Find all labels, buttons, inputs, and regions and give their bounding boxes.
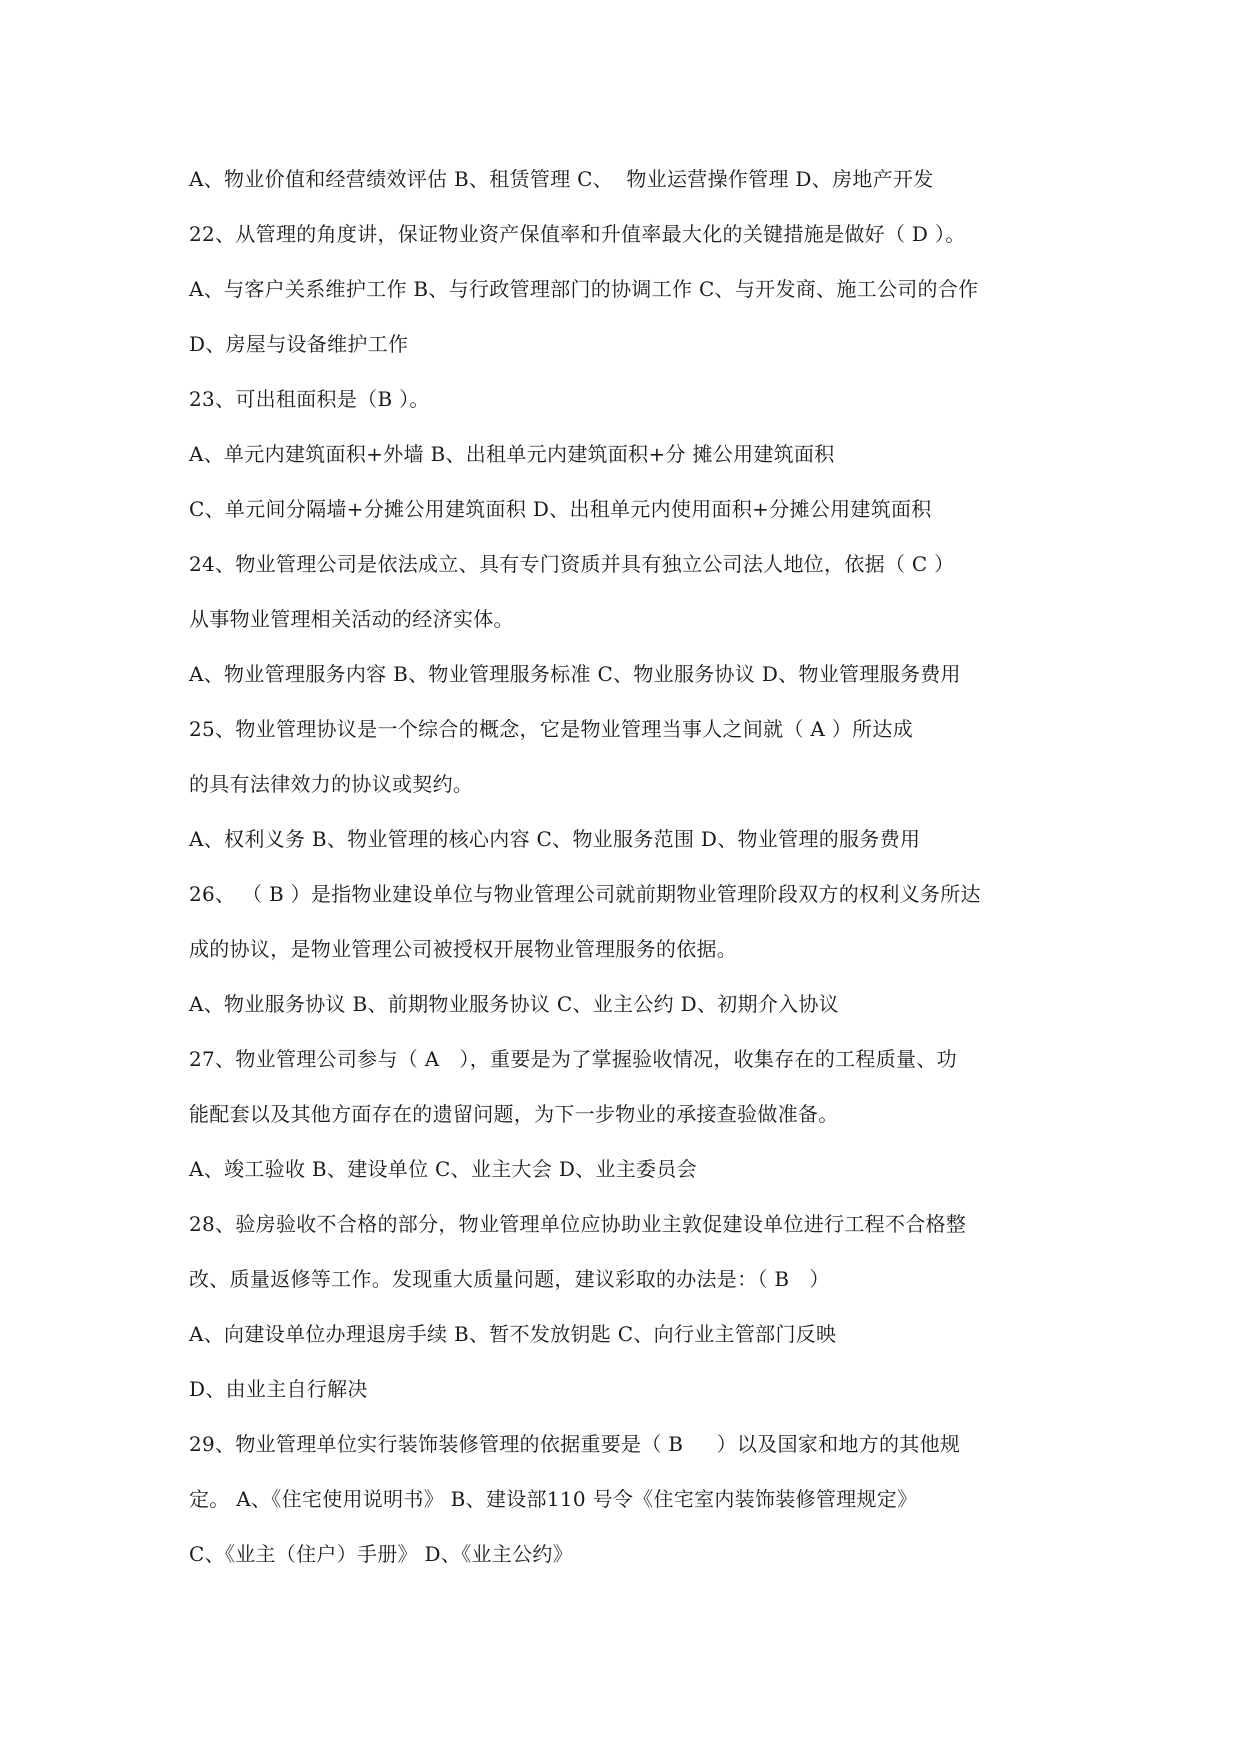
- question-26-cont: 成的协议，是物业管理公司被授权开展物业管理服务的依据。: [189, 937, 738, 961]
- answer-options-21: A、物业价值和经营绩效评估 B、租赁管理 C、 物业运营操作管理 D、房地产开发: [189, 167, 934, 191]
- question-27: 27、物业管理公司参与（ A ），重要是为了掌握验收情况，收集存在的工程质量、功: [189, 1047, 957, 1071]
- answer-options-22: A、与客户关系维护工作 B、与行政管理部门的协调工作 C、与开发商、施工公司的合作: [189, 277, 979, 301]
- question-28-cont: 改、质量返修等工作。发现重大质量问题，建议彩取的办法是：（ B ）: [189, 1267, 830, 1291]
- question-29-cont: 定。 A、《住宅使用说明书》 B、建设部110 号令《住宅室内装饰装修管理规定》: [189, 1487, 918, 1511]
- answer-options-28: A、向建设单位办理退房手续 B、暂不发放钥匙 C、向行业主管部门反映: [189, 1322, 837, 1346]
- question-27-cont: 能配套以及其他方面存在的遗留问题，为下一步物业的承接查验做准备。: [189, 1102, 839, 1126]
- question-24-cont: 从事物业管理相关活动的经济实体。: [189, 607, 514, 631]
- question-28: 28、验房验收不合格的部分，物业管理单位应协助业主敦促建设单位进行工程不合格整: [189, 1212, 967, 1236]
- question-25-cont: 的具有法律效力的协议或契约。: [189, 772, 474, 796]
- answer-options-29: C、《业主（住户）手册》 D、《业主公约》: [189, 1542, 573, 1566]
- question-26: 26、 （ B ）是指物业建设单位与物业管理公司就前期物业管理阶段双方的权利义务所达: [189, 882, 981, 906]
- answer-options-23-cont: C、单元间分隔墙+分摊公用建筑面积 D、出租单元内使用面积+分摊公用建筑面积: [189, 497, 932, 521]
- answer-options-22-cont: D、房屋与设备维护工作: [189, 332, 409, 356]
- question-22: 22、从管理的角度讲，保证物业资产保值率和升值率最大化的关键措施是做好（ D ）。: [189, 222, 966, 246]
- question-29: 29、物业管理单位实行装饰装修管理的依据重要是（ B ）以及国家和地方的其他规: [189, 1432, 961, 1456]
- answer-options-27: A、竣工验收 B、建设单位 C、业主大会 D、业主委员会: [189, 1157, 697, 1181]
- answer-options-26: A、物业服务协议 B、前期物业服务协议 C、业主公约 D、初期介入协议: [189, 992, 840, 1016]
- answer-options-24: A、物业管理服务内容 B、物业管理服务标准 C、物业服务协议 D、物业管理服务费用: [189, 662, 961, 686]
- question-24: 24、物业管理公司是依法成立、具有专门资质并具有独立公司法人地位，依据（ C ）: [189, 552, 955, 576]
- question-23: 23、可出租面积是（B ）。: [189, 387, 430, 411]
- answer-options-28-cont: D、由业主自行解决: [189, 1377, 368, 1401]
- answer-options-23: A、单元内建筑面积+外墙 B、出租单元内建筑面积+分 摊公用建筑面积: [189, 442, 835, 466]
- question-25: 25、物业管理协议是一个综合的概念，它是物业管理当事人之间就（ A ）所达成: [189, 717, 914, 741]
- answer-options-25: A、权利义务 B、物业管理的核心内容 C、物业服务范围 D、物业管理的服务费用: [189, 827, 921, 851]
